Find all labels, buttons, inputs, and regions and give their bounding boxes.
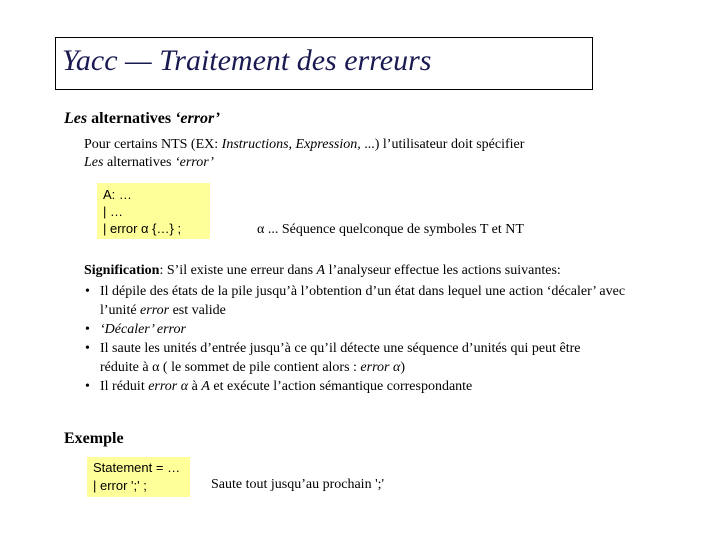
bullet-dot: • (85, 341, 90, 356)
bullet-dot: • (85, 322, 90, 337)
bullet-4-tail: et exécute l’action sémantique correspondante (209, 379, 473, 394)
example-box (87, 457, 190, 497)
bullet-1-line-b (100, 301, 714, 320)
grammar-line-1: A: … (103, 187, 132, 202)
bullet-2-text: ‘Décaler’ error (100, 322, 186, 337)
grammar-line-2: | … (103, 204, 123, 219)
example-line-2: | error ';' ; (93, 478, 147, 493)
bullet-4-error: error α (148, 379, 189, 394)
actions-list (84, 282, 714, 396)
intro-line2-b: alternatives (103, 155, 175, 170)
example-line-1: Statement = … (93, 460, 181, 475)
intro-text-3: ...) l’utilisateur doit spécifier (360, 137, 525, 152)
bullet-3-tail: ) (400, 360, 405, 375)
grammar-line-3: | error α {…} ; (103, 221, 182, 236)
bullet-1-tail: est valide (169, 303, 226, 318)
bullet-dot: • (85, 284, 90, 299)
signification-label: Signification (84, 263, 160, 278)
section-heading (64, 110, 220, 128)
intro-line-1 (84, 136, 524, 154)
example-heading: Exemple (64, 430, 124, 447)
bullet-1-line-a: Il dépile des états de la pile jusqu’à l’obtention d’un état dans lequel une action ‘décaler’ avec (100, 284, 626, 299)
intro-text-2: Instructions, Expression, (221, 137, 361, 152)
signification-text-a: : S’il existe une erreur dans (159, 263, 317, 278)
bullet-4-line (100, 377, 714, 396)
bullet-1-text: l’unité (100, 303, 141, 318)
intro-line-2 (84, 154, 524, 172)
bullet-4-A: A (201, 379, 210, 394)
slide-title-box (55, 37, 593, 90)
bullet-dot: • (85, 379, 90, 394)
slide-title: Yacc — Traitement des erreurs (62, 44, 432, 77)
intro-line2-a: Les (84, 155, 104, 170)
bullet-4-mid: à (188, 379, 202, 394)
heading-error: ‘error’ (175, 110, 221, 127)
heading-prefix: Les (64, 110, 88, 127)
bullet-3-error: error α (360, 360, 401, 375)
intro-text-1: Pour certains NTS (EX: (84, 137, 222, 152)
heading-middle: alternatives (87, 110, 176, 127)
list-item (84, 377, 714, 396)
signification-text-b: l’analyseur effectue les actions suivantes: (325, 263, 561, 278)
bullet-3-text: réduite à α ( le sommet de pile contient alors : (100, 360, 361, 375)
alpha-note: α ... Séquence quelconque de symboles T et NT (257, 222, 524, 237)
example-note: Saute tout jusqu’au prochain ';' (211, 477, 385, 492)
list-item (84, 282, 714, 320)
list-item (84, 320, 714, 339)
signification-line (84, 261, 561, 280)
bullet-1-error: error (140, 303, 170, 318)
list-item (84, 339, 714, 377)
bullet-3-line-a: Il saute les unités d’entrée jusqu’à ce qu’il détecte une séquence d’unités qui peut être (100, 341, 581, 356)
bullet-3-line-b (100, 358, 714, 377)
intro-paragraph (84, 136, 524, 172)
signification-A: A (316, 263, 326, 278)
grammar-box (97, 183, 210, 239)
intro-line2-c: ‘error’ (174, 155, 214, 170)
bullet-4-text: Il réduit (100, 379, 149, 394)
